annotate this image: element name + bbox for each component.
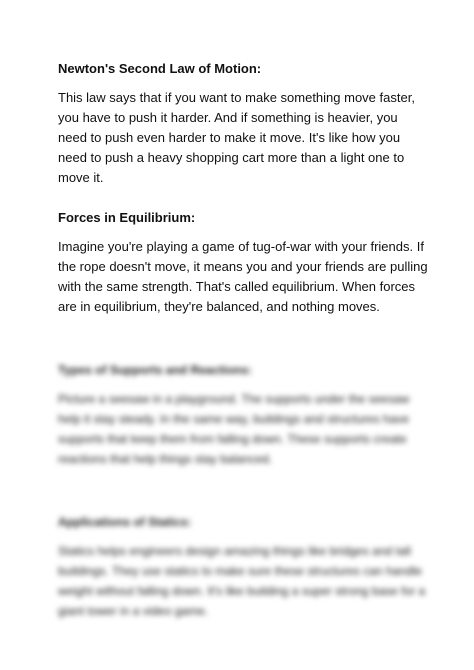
section-heading: Newton's Second Law of Motion:: [58, 61, 262, 76]
section-body: Picture a seesaw in a playground. The supports under the seesaw help it stay steady. In the same way, buildings and structures have supports that keep them from falling down. These supports create reactions that help things stay balanced.: [58, 392, 410, 466]
section-heading: Forces in Equilibrium:: [58, 210, 196, 225]
section-heading: Applications of Statics:: [58, 515, 192, 529]
section-applications-of-statics: [58, 513, 428, 621]
section-body: Imagine you're playing a game of tug-of-war with your friends. If the rope doesn't move, it means you and your friends are pulling with the same strength. That's called equilibrium. When forces are in equilibrium, they're balanced, and nothing moves.: [58, 239, 428, 314]
section-body: This law says that if you want to make something move faster, you have to push it harder. And if something is heavier, you need to push even harder to make it move. It's like how you need to push a heavy shopping cart more than a light one to move it.: [58, 90, 415, 185]
section-forces-in-equilibrium: [58, 209, 428, 317]
section-body: Statics helps engineers design amazing things like bridges and tall buildings. They use statics to make sure these structures can handle weight without falling down. It's like building a super strong base for a giant tower in a video game.: [58, 544, 426, 618]
section-heading: Types of Supports and Reactions:: [58, 363, 252, 377]
section-newtons-second-law: [58, 60, 428, 188]
section-types-of-supports: [58, 361, 428, 469]
